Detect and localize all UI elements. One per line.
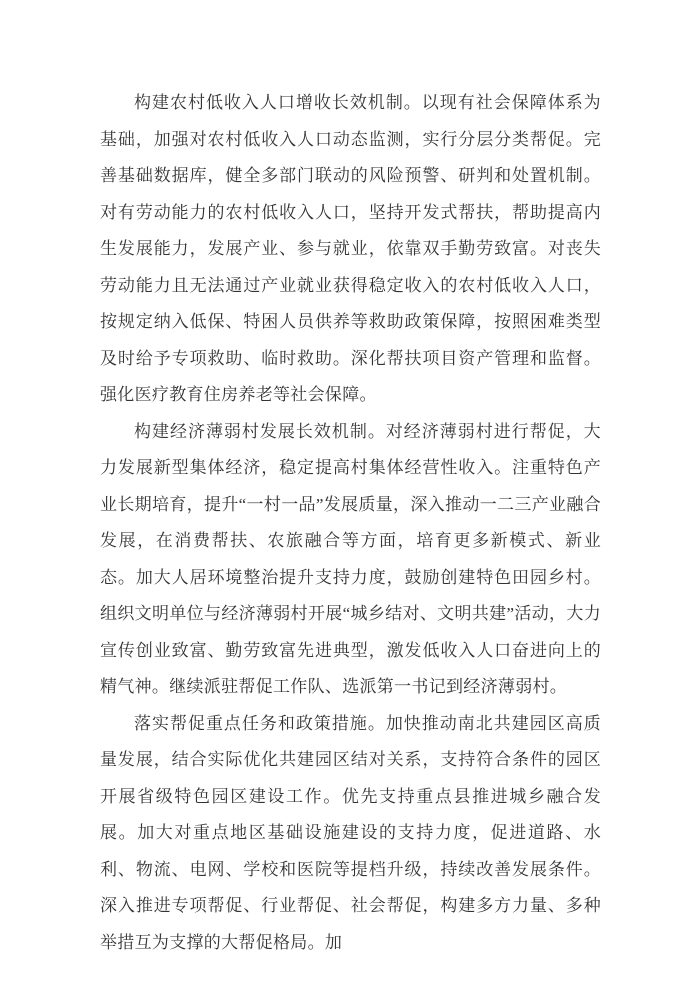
- paragraph-rural-low-income-mechanism: 构建农村低收入人口增收长效机制。以现有社会保障体系为基础，加强对农村低收入人口动态监测，实行分层分类帮促。完善基础数据库，健全多部门联动的风险预警、研判和处置机制。对有劳动能力的农村低收入人口，坚持开发式帮扶，帮助提高内生发展能力，发展产业、参与就业，依靠双手勤劳致富。对丧失劳动能力且无法通过产业就业获得稳定收入的农村低收入人口，按规定纳入低保、特困人员供养等救助政策保障，按照困难类型及时给予专项救助、临时救助。深化帮扶项目资产管理和监督。强化医疗教育住房养老等社会保障。: [100, 93, 601, 404]
- document-text-block: [100, 85, 601, 961]
- paragraph-key-tasks-policies: 落实帮促重点任务和政策措施。加快推动南北共建园区高质量发展，结合实际优化共建园区结对关系，支持符合条件的园区开展省级特色园区建设工作。优先支持重点县推进城乡融合发展。加大对重点地区基础设施建设的支持力度，促进道路、水利、物流、电网、学校和医院等提档升级，持续改善发展条件。深入推进专项帮促、行业帮促、社会帮促，构建多方力量、多种举措互为支撑的大帮促格局。加: [100, 713, 601, 952]
- paragraph-weak-village-mechanism: 构建经济薄弱村发展长效机制。对经济薄弱村进行帮促，大力发展新型集体经济，稳定提高村集体经营性收入。注重特色产业长期培育，提升“一村一品”发展质量，深入推动一二三产业融合发展，在消费帮扶、农旅融合等方面，培育更多新模式、新业态。加大人居环境整治提升支持力度，鼓励创建特色田园乡村。组织文明单位与经济薄弱村开展“城乡结对、文明共建”活动，大力宣传创业致富、勤劳致富先进典型，激发低收入人口奋进向上的精气神。继续派驻帮促工作队、选派第一书记到经济薄弱村。: [100, 421, 601, 696]
